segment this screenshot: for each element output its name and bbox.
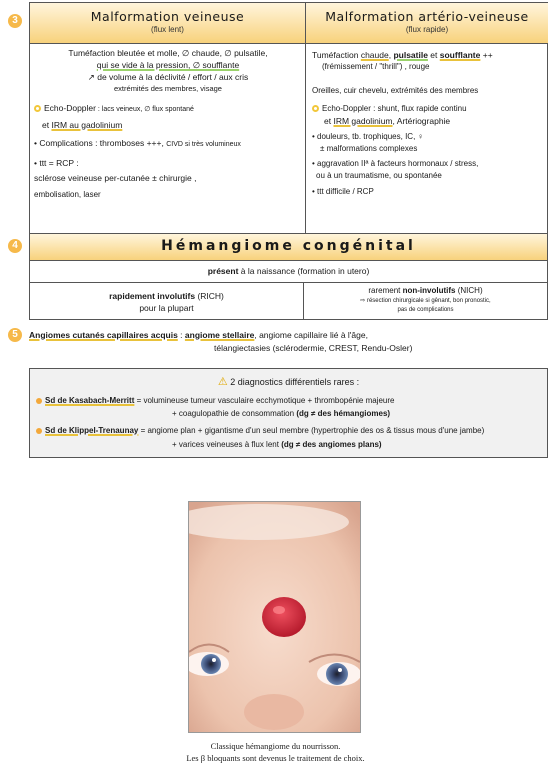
av-irm: et IRM gadolinium, Artériographie: [324, 116, 451, 126]
venous-line-4: extrémités des membres, visage: [114, 84, 222, 93]
bullet-icon: [312, 105, 319, 112]
av-bullet-3: • ttt difficile / RCP: [312, 187, 374, 196]
venous-line-1: Tuméfaction bleutée et molle, ∅ chaude, ∅ pulsatile,: [68, 48, 268, 58]
venous-echo: Echo-Doppler : lacs veineux, ∅ flux spontané: [34, 102, 302, 116]
av-malformation-title: Malformation artério-veineuse: [325, 9, 529, 24]
kasabach-merritt: Sd de Kasabach-Merritt = volumineuse tumeur vasculaire ecchymotique + thrombopénie majeure: [36, 395, 395, 407]
bullet-icon: [34, 105, 41, 112]
venous-irm: et IRM au gadolinium: [42, 120, 123, 130]
differential-title: ⚠ 2 diagnostics différentiels rares :: [217, 376, 360, 388]
photo-illustration: [189, 502, 360, 732]
acquired-angiomas-line2: télangiectasies (sclérodermie, CREST, Rendu-Osler): [214, 343, 413, 353]
av-bullet-1b: ± malformations complexes: [320, 144, 418, 153]
venous-malformation-title: Malformation veineuse: [90, 9, 245, 24]
av-malformation-content: [312, 49, 546, 198]
venous-ttt: • ttt = RCP :: [34, 158, 79, 168]
av-line-3: Oreilles, cuir chevelu, extrémités des membres: [312, 86, 479, 95]
klippel-trenaunay-line2: + varices veineuses à flux lent (dg ≠ des angiomes plans): [172, 440, 382, 449]
rich-cell: rapidement involutifs (RICH) pour la plupart: [109, 291, 224, 313]
av-bullet-1: • douleurs, tb. trophiques, IC, ♀: [312, 132, 424, 141]
av-bullet-2: • aggravation IIª à facteurs hormonaux / stress,: [312, 159, 479, 168]
acquired-angiomas: Angiomes cutanés capillaires acquis : angiome stellaire, angiome capillaire lié à l'âge,: [29, 330, 368, 340]
venous-embolisation: embolisation, laser: [34, 190, 101, 199]
differential-diagnoses-box: [29, 368, 548, 458]
bullet-icon: [36, 428, 42, 434]
venous-malformation-content: [34, 47, 302, 201]
caption-line-2: Les β bloquants sont devenus le traitement de choix.: [186, 753, 365, 763]
venous-line-3: ↗ de volume à la déclivité / effort / aux cris: [87, 72, 249, 82]
congenital-hemangioma-title: Hémangiome congénital: [161, 238, 416, 254]
infant-hemangioma-photo: [188, 501, 361, 733]
warning-icon: ⚠: [217, 376, 228, 388]
nich-cell: rarement non-involutifs (NICH) ⇨ résection chirurgicale si gênant, bon pronostic, pas de complications: [360, 286, 491, 313]
caption-line-1: Classique hémangiome du nourrisson.: [210, 741, 341, 751]
av-line-1: Tuméfaction chaude, pulsatile et soufflante ++: [312, 50, 493, 60]
venous-complications: • Complications : thromboses +++, CIVD si très volumineux: [34, 138, 241, 148]
av-line-2: (frémissement / "thrill") , rouge: [322, 62, 430, 71]
av-malformation-subtitle: (flux rapide): [405, 25, 449, 34]
section-number-4: 4: [8, 239, 22, 253]
present-at-birth: présent à la naissance (formation in utero): [207, 266, 370, 276]
klippel-trenaunay: Sd de Klippel-Trenaunay = angiome plan + gigantisme d'un seul membre (hypertrophie des os & tissus mous d'une jambe): [36, 425, 484, 437]
section-number-3: 3: [8, 14, 22, 28]
venous-sclerose: sclérose veineuse per-cutanée ± chirurgie ,: [34, 173, 197, 183]
venous-line-2: qui se vide à la pression, ∅ soufflante: [96, 60, 240, 70]
venous-malformation-subtitle: (flux lent): [151, 25, 184, 34]
section-number-5: 5: [8, 328, 22, 342]
photo-caption: [0, 740, 551, 764]
av-echo: Echo-Doppler : shunt, flux rapide continu: [312, 103, 546, 115]
kasabach-merritt-line2: + coagulopathie de consommation (dg ≠ des hémangiomes): [172, 409, 391, 418]
section-3-table: [29, 2, 548, 244]
bullet-icon: [36, 398, 42, 404]
av-bullet-2b: ou à un traumatisme, ou spontanée: [316, 171, 442, 180]
section-4-table: [29, 233, 548, 320]
